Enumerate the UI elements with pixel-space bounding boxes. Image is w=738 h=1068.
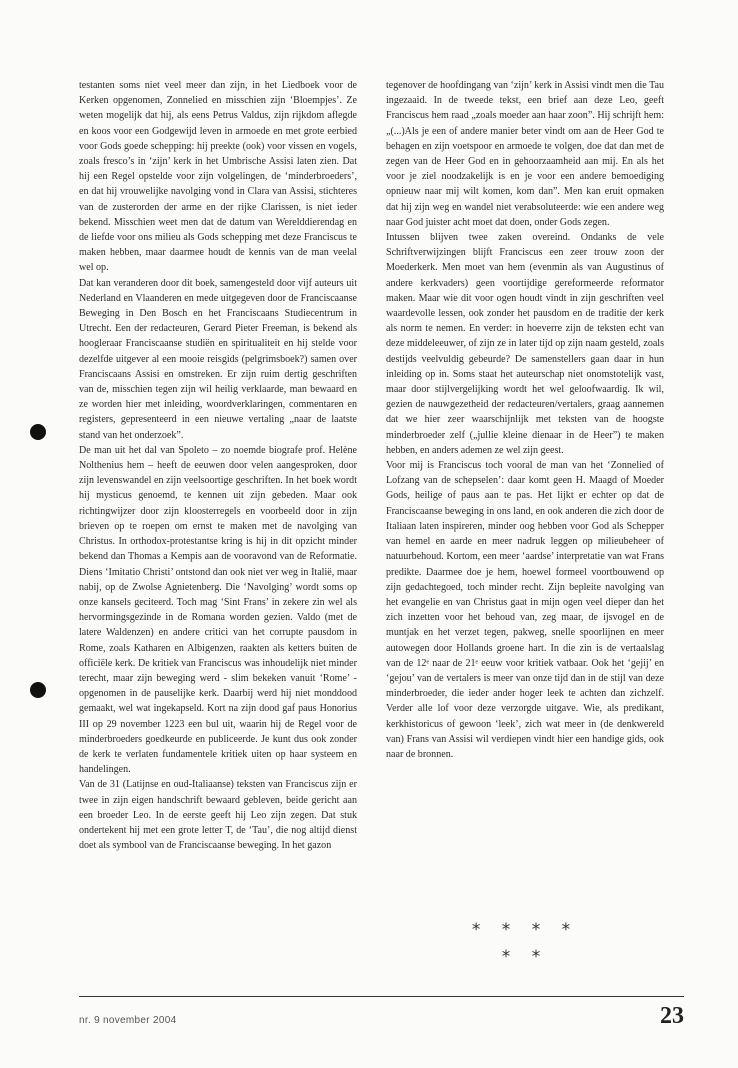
punch-hole bbox=[30, 682, 46, 698]
page-number: 23 bbox=[660, 1003, 684, 1029]
punch-hole bbox=[30, 424, 46, 440]
left-column bbox=[79, 78, 357, 853]
paragraph: Van de 31 (Latijnse en oud-Italiaanse) teksten van Franciscus zijn er twee in zijn eigen handschrift bewaard gebleven, beide gericht aan een broeder Leo. In de eerste geeft hij Leo zijn zegen. Dat stuk ondertekent hij met een grote letter T, de ‘Tau’, die nog altijd dienst doet als symbool van de Franciscaanse beweging. In het gazon bbox=[79, 779, 357, 852]
separator-stars: * * bbox=[501, 947, 549, 967]
right-column bbox=[386, 78, 664, 762]
paragraph: Dat kan veranderen door dit boek, samengesteld door vijf auteurs uit Nederland en Vlaanderen en mede uitgegeven door de Franciscaanse Beweging in Den Bosch en het Franciscaans Studiecentrum in Utrecht. Een der redacteuren, Gerard Pieter Freeman, is bekend als hoogleraar Franciscaanse studiën en spiritualiteit en hij stelde voor dezelfde uitgever al een mooie reisgids (pelgrimsboek?) samen over Franciscaans Assisi en omstreken. Er zijn ruim dertig geschriften van de, misschien tegen zijn wil heilig verklaarde, man bewaard en ze worden hier met inleiding, woordverklaringen, commentaren en registers, gepresenteerd in een nieuwe vertaling „naar de laatste stand van het onderzoek”. bbox=[79, 277, 357, 441]
footer-rule bbox=[79, 996, 684, 997]
paragraph: testanten soms niet veel meer dan zijn, in het Liedboek voor de Kerken opgenomen, Zonnelied en misschien zijn ‘Bloempjes’. Ze weten mogelijk dat hij, als eens Petrus Valdus, zijn rijkdom aflegde en koos voor een Godgewijd leven in armoede en met grote eerbied voor Gods goede schepping: hij preekte (ook) voor vissen en vogels, zoals fresco’s in ‘zijn’ kerk in het Umbrische Assisi laten zien. Dat hij een Regel opstelde voor zijn volgelingen, de ‘minderbroeders’, en dat hij vrouwelijke navolging vond in Clara van Assisi, stichteres van de zusterorden der arme en der rijke Clarissen, is niet ieder bekend. Misschien weet men dat de datum van Werelddierendag en de liefde voor ons milieu als Gods schepping met deze Franciscus te maken hebben, maar daarmee houdt de kennis van de man veelal wel op. bbox=[79, 80, 357, 274]
paragraph: De man uit het dal van Spoleto – zo noemde biografe prof. Helène Nolthenius hem – heeft de eeuwen door velen aangesproken, door zijn levenswandel en zijn veelsoortige geschriften. In het boek wordt hij mysticus genoemd, te kennen uit zijn gebeden. Maar ook richtingwijzer door zijn kloosterregels en voorbeeld door in zijn brieven op te roepen om ernst te maken met de navolging van Christus. In orthodox-protestantse kring is hij in dit opzicht minder bekend dan Thomas a Kempis aan de vooravond van de Reformatie. Diens ‘Imitatio Christi’ ontstond dan ook niet ver weg in Italië, maar nabij, op de Zwolse Agnietenberg. Die ‘Navolging’ wordt soms op onze kansels geciteerd. Toch mag ‘Sint Frans’ in zekere zin wel als hervormingsgezinde in de Romana worden gezien. Valdo (met de latere Waldenzen) en andere critici van het corrupte pausdom in Rome, zoals Katharen en Albigenzen, raakten als ketters buiten de officiële kerk. De kritiek van Franciscus was inhoudelijk niet minder terecht, maar zijn beweging werd - slim bekeken vanuit ‘Rome’ - opgenomen in de pauselijke kerk. Daarbij werd hij niet monddood gemaakt, wel wat ingekapseld. Kort na zijn dood gaf paus Honorius III op 29 november 1223 een bul uit, waarin hij de Regel voor de minderbroeders goedkeurde en publiceerde. Je kunt dus ook zonder de kerk te verlaten fundamentele kritiek uiten op haar systeem en handelingen. bbox=[79, 444, 357, 776]
paragraph: Intussen blijven twee zaken overeind. Ondanks de vele Schriftverwijzingen blijft Franciscus een zeer trouw zoon der Moederkerk. Men moet van hem (evenmin als van Augustinus of andere kerkvaders) geen voortijdige gereformeerde reformator maken. Maar wie dit voor ogen houdt vindt in zijn geschriften veel waardevolle lessen, ook zonder het pausdom en de traditie der kerk als norm te nemen. En verder: in hoeverre zijn de teksten echt van deze middeleeuwer, of zijn ze in later tijd op zijn naam gesteld, zoals destijds veelvuldig gebeurde? De samenstellers gaan daar in hun inleiding op in. Soms staat het auteurschap niet onomstotelijk vast, maar door stijlvergelijking wordt het wel geloofwaardig. Ik wil, gezien de nauwgezetheid der redacteuren/vertalers, graag aannemen dat we hier zeer waarschijnlijk met teksten van de hoogste minderbroeder zelf („jullie kleine dienaar in de Heer”) te maken hebben, en anders ademen ze wel zijn geest. bbox=[386, 232, 664, 456]
issue-label: nr. 9 november 2004 bbox=[79, 1015, 177, 1026]
separator-stars: * * * * bbox=[471, 920, 579, 940]
paragraph: tegenover de hoofdingang van ‘zijn’ kerk in Assisi vindt men die Tau ingezaaid. In de tweede tekst, een brief aan deze Leo, geeft Franciscus hem raad „zoals moeder aan haar zoon”. Hij schrijft hem: „(...)Als je een of andere manier beter vindt om aan de Heer God te behagen en zijn voetspoor en armoede te volgen, doe dat dan met de zegen van de Heer God en in gehoorzaamheid aan mij. En als het voor je ziel noodzakelijk is en je voor een andere bemoediging opnieuw naar mij wilt komen, kom dan”. Men kan eruit opmaken dat hij zijn weg en wandel niet verabsoluteerde: wie een andere weg naar God juister acht moet dat doen, onder Gods zegen. bbox=[386, 80, 664, 228]
paragraph: Voor mij is Franciscus toch vooral de man van het ‘Zonnelied of Lofzang van de schepselen’: daar komt geen H. Maagd of Moeder Gods, heilige of paus aan te pas. Het lijkt er echter op dat de Franciscaanse beweging in ons land, en ook anderen die zich door de Italiaan laten inspireren, minder oog hebben voor God als Schepper van hemel en aarde en meer nadruk leggen op milieubeheer of natuurbehoud. Kortom, een meer ‘aardse’ interpretatie van wat Frans predikte. Daarmee doe je hem, hoewel formeel voortbouwend op zijn gedachtegoed, toch minder recht. Zijn bepleite navolging van het evangelie en van Christus gaat in mijn ogen veel dieper dan het zich inzetten voor het behoud van, zeg maar, de ijsvogel en de muntjak en het verzet tegen, pakweg, snelle spoorlijnen en meer autowegen door Hollands groene hart. In die zin is de vertaalslag van de 12ᵉ naar de 21ᵉ eeuw voor kritiek vatbaar. Ook het ‘gejij’ en ‘gejou’ van de vertalers is meer van onze tijd dan in de stijl van deze minderbroeder, die ieder ander hoger leek te achten dan zichzelf. Verder alle lof voor deze verzorgde uitgave. Wie, als predikant, kerkhistoricus of gewoon ‘leek’, zich wat meer in (de denkwereld van) Frans van Assisi wil verdiepen vindt hier een handige gids, ook naar de bronnen. bbox=[386, 460, 664, 760]
